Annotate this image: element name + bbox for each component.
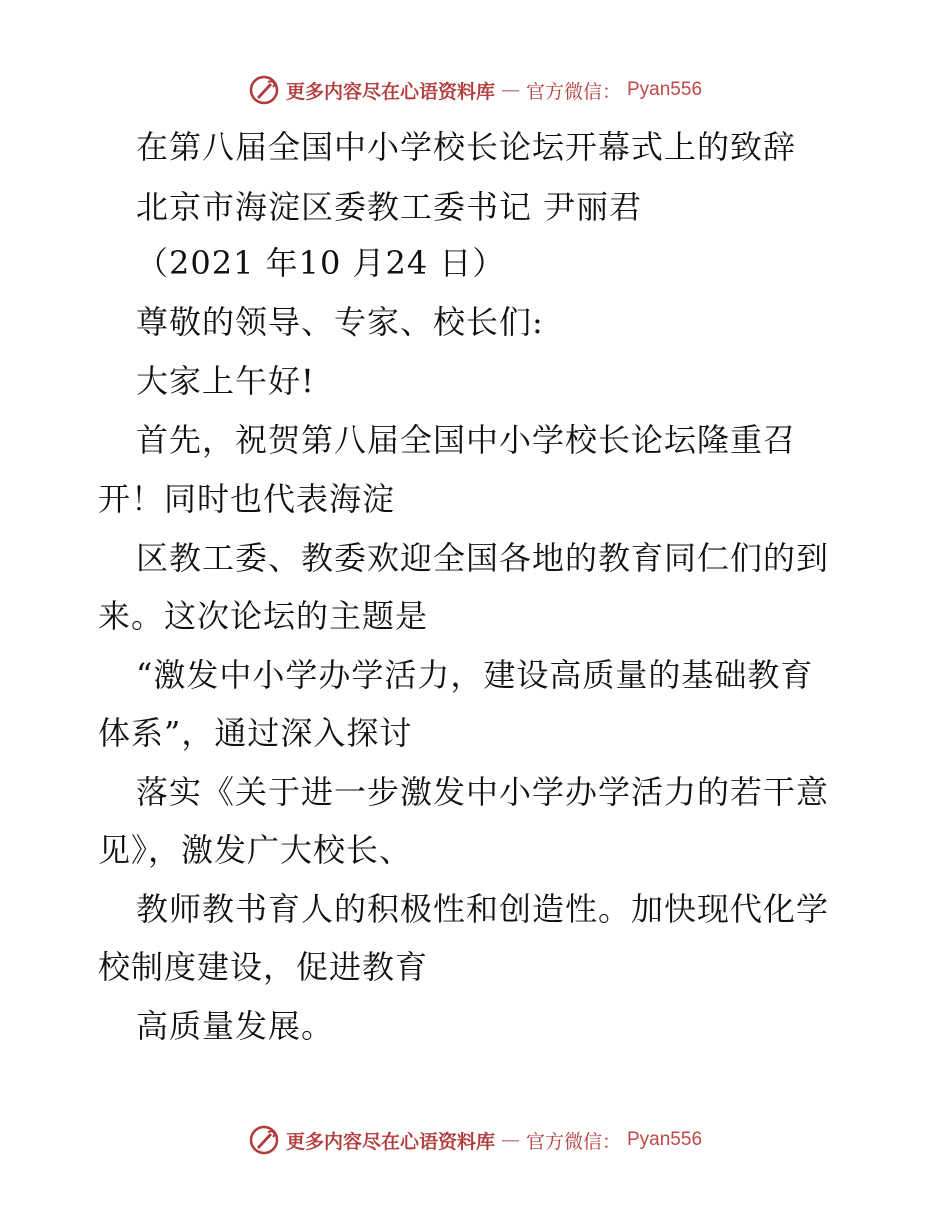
banner-text: 更多内容尽在心语资料库 [285,1130,495,1153]
document-date: （2021 年10 月24 日） [136,244,506,282]
banner-text: 更多内容尽在心语资料库 [285,80,495,103]
paragraph-line: 校制度建设，促进教育 [98,948,429,986]
paragraph-line: “激发中小学办学活力，建设高质量的基础教育 [136,656,814,694]
paragraph-line: 区教工委、教委欢迎全国各地的教育同仁们的到 [136,539,830,577]
banner-separator: — [500,1129,520,1151]
banner-wechat-id: Pyan556 [627,1129,703,1150]
banner-content [248,1124,702,1156]
salutation: 尊敬的领导、专家、校长们: [136,303,544,341]
footer-banner [0,1120,950,1160]
header-banner [0,70,950,110]
banner-wechat-label: 官方微信： [525,1130,621,1153]
paragraph-line: 首先，祝贺第八届全国中小学校长论坛隆重召 [136,421,797,459]
banner-wechat-label: 官方微信： [525,80,621,103]
banner-separator: — [500,79,520,101]
banner-wechat-id: Pyan556 [627,79,703,100]
greeting: 大家上午好! [136,362,315,400]
paragraph-line: 高质量发展。 [136,1007,335,1045]
paragraph-line: 教师教书育人的积极性和创造性。加快现代化学 [136,890,830,928]
paragraph-line: 见》，激发广大校长、 [98,831,413,869]
paragraph-line: 体系”，通过深入探讨 [98,714,413,752]
quill-circle-icon [248,74,280,106]
document-author: 北京市海淀区委教工委书记 尹丽君 [136,188,643,226]
quill-circle-icon [248,1124,280,1156]
banner-content [248,74,702,106]
paragraph-line: 来。这次论坛的主题是 [98,597,429,635]
paragraph-line: 开！同时也代表海淀 [98,480,396,518]
paragraph-line: 落实《关于进一步激发中小学办学活力的若干意 [136,773,830,811]
document-title: 在第八届全国中小学校长论坛开幕式上的致辞 [136,128,797,166]
